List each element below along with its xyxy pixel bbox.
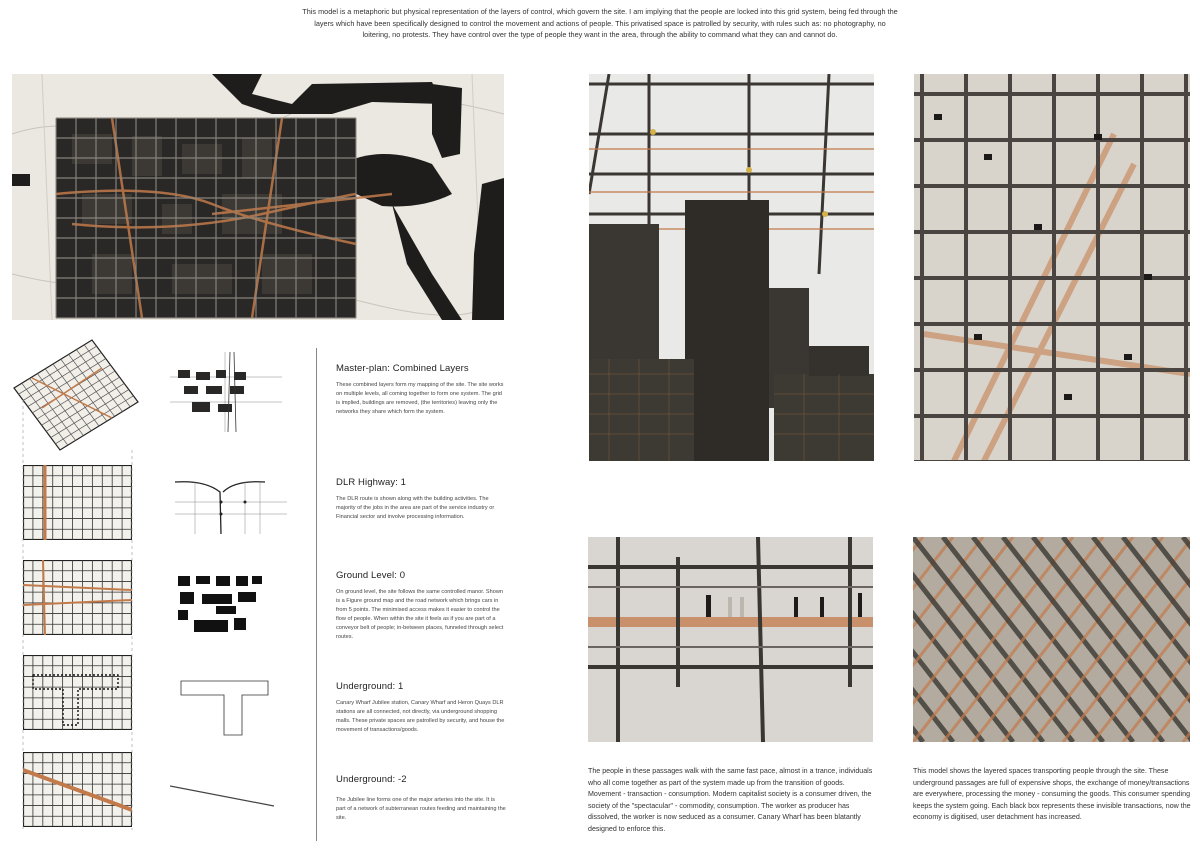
tower-interior-photo	[589, 74, 874, 461]
masterplan-map	[170, 352, 282, 432]
column-divider	[316, 348, 317, 841]
layered-grid-drawing	[913, 537, 1190, 742]
dashed-connectors	[12, 400, 142, 840]
site-model-photo	[12, 74, 504, 320]
section-title-ground: Ground Level: 0	[336, 570, 406, 581]
section-title-masterplan: Master-plan: Combined Layers	[336, 363, 469, 374]
dlr-map	[175, 472, 287, 534]
passage-people-drawing	[588, 537, 873, 742]
section-body-masterplan: These combined layers form my mapping of the site. The site works on multiple levels, all coming together to form one system. The grid is implied, buildings are removed, (the territories) leaving only the networks they share which form the system.	[336, 382, 504, 415]
section-body-dlr: The DLR route is shown along with the building activities. The majority of the jobs in the area are part of the service industry or Financial sector and involve processing information.	[336, 496, 495, 520]
layered-grid-photo	[913, 537, 1190, 742]
section-title-dlr: DLR Highway: 1	[336, 477, 407, 488]
section-body-underground-1: Canary Wharf Jubilee station, Canary Wharf and Heron Quays DLR stations are all connected, not directly, via underground shopping malls. These private spaces are patrolled by security, and house the movement of transactions/goods.	[336, 700, 505, 733]
section-title-underground-2: Underground: -2	[336, 774, 407, 785]
grid-ceiling-photo	[914, 74, 1190, 461]
grid-ceiling-drawing	[914, 74, 1190, 461]
tower-interior-drawing	[589, 74, 874, 461]
section-title-underground-1: Underground: 1	[336, 681, 404, 692]
section-body-ground: On ground level, the site follows the same controlled manor. Shown is a Figure ground map and the road network which brings cars in from 5 points. The minimised access makes it easier to control the flow of people. When within the site it feels as if you are part of a conveyor belt of people; in-between places, funneled through select routes.	[336, 589, 504, 640]
intro-paragraph: This model is a metaphoric but physical representation of the layers of control, which govern the site. I am implying that the people are locked into this grid system, being fed through the layers which have been specifically designed to control the movement and actions of people. This privatised space is patrolled by security, with rules such as: no photography, no loitering, no protests. They have control over the type of people they want in the area, through the ability to command what they can and cannot do.	[302, 7, 898, 39]
caption-layered-spaces: This model shows the layered spaces transporting people through the site. These underground passages are full of expensive shops, the exchange of money/transactions are everywhere, processing the money - consuming the goods. This consumer spending keeps the system going. Each black box represents these invisible transactions, now the economy is digitised, user detachment has increased.	[913, 767, 1191, 821]
caption-passages: The people in these passages walk with the same fast pace, almost in a trance, individuals who all come together as part of the system made up from the transition of goods. Movement - transaction - consumption. Modern capitalist society is a consumer driven, the society of the "spectacular" - commodity, consumption. The worker as producer has dissolved, the worker is now seduced as a consumer. Canary Wharf has been blatantly designed to enforce this.	[588, 767, 873, 833]
underground-mall-plan	[180, 680, 270, 736]
jubilee-line-route	[170, 780, 276, 810]
section-body-underground-2: The Jubilee line forms one of the major arteries into the site. It is part of a network of subterranean routes feeding and maintaining the site.	[336, 797, 506, 821]
passage-people-photo	[588, 537, 873, 742]
site-model-drawing	[12, 74, 504, 320]
ground-figure-map	[176, 574, 266, 634]
